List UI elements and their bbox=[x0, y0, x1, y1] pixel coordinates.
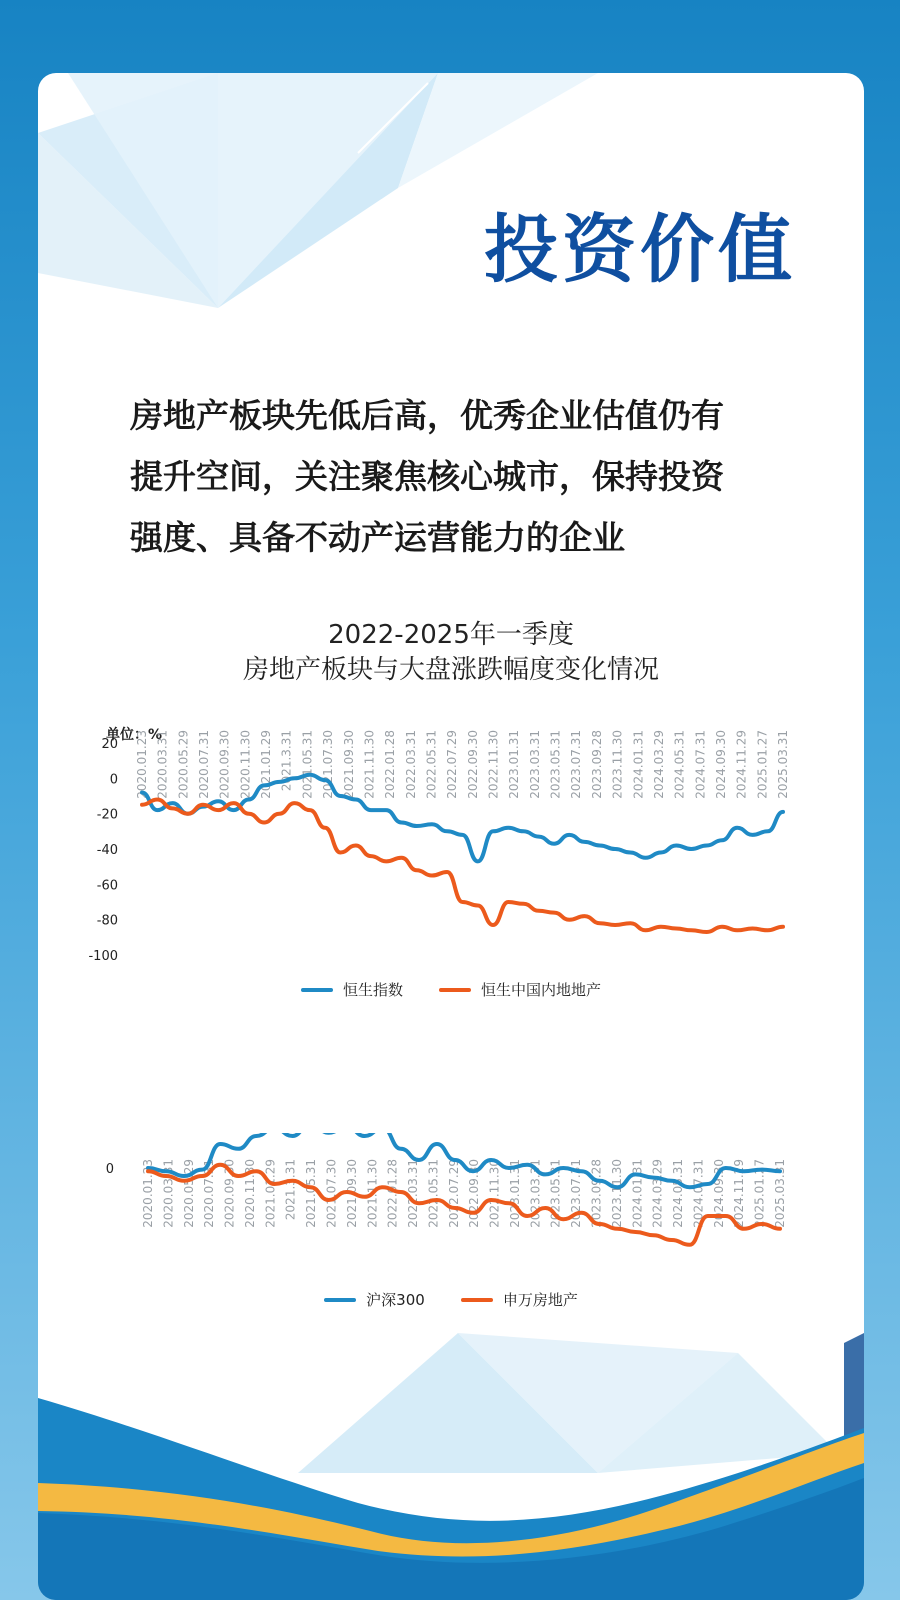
x-tick-label: 2020.11.30 bbox=[242, 1159, 257, 1228]
unit-label: 单位：% bbox=[106, 727, 163, 743]
intro-paragraph bbox=[130, 385, 810, 568]
intro-line: 房地产板块先低后高，优秀企业估值仍有 bbox=[130, 396, 724, 435]
x-tick-label: 2022.07.29 bbox=[446, 1159, 461, 1228]
x-tick-label: 2024.09.30 bbox=[713, 730, 728, 799]
x-tick-label: 2023.01.31 bbox=[507, 730, 522, 799]
legend-swatch-blue bbox=[324, 1298, 356, 1302]
x-tick-label: 2024.01.31 bbox=[631, 730, 646, 799]
chart-title-line: 房地产板块与大盘涨跌幅度变化情况 bbox=[242, 655, 659, 685]
chart-title bbox=[38, 618, 864, 688]
x-tick-label: 2021.01.29 bbox=[263, 1159, 278, 1228]
x-tick-label: 2023.01.31 bbox=[507, 1159, 522, 1228]
x-tick-label: 2020.05.29 bbox=[181, 1159, 196, 1228]
x-tick-label: 2022.01.28 bbox=[383, 730, 398, 799]
legend-swatch-orange bbox=[461, 1298, 493, 1302]
x-tick-label: 2021.09.30 bbox=[341, 730, 356, 799]
y-tick-label: -40 bbox=[96, 843, 118, 858]
legend-swatch-orange bbox=[439, 988, 471, 992]
x-tick-label: 2022.03.31 bbox=[406, 1159, 421, 1228]
x-tick-label: 2023.05.31 bbox=[548, 730, 563, 799]
x-tick-label: 2023.07.31 bbox=[569, 730, 584, 799]
x-tick-label: 2022.09.30 bbox=[467, 1159, 482, 1228]
x-tick-label: 2023.11.30 bbox=[610, 730, 625, 799]
x-tick-label: 2021.05.31 bbox=[304, 1159, 319, 1228]
x-tick-label: 2021.07.30 bbox=[321, 730, 336, 799]
y-tick-label: -80 bbox=[96, 913, 118, 929]
legend-item bbox=[461, 1289, 578, 1310]
x-tick-label: 2024.11.29 bbox=[732, 1159, 747, 1228]
x-tick-label: 2022.01.28 bbox=[385, 1159, 400, 1228]
x-tick-label: 2024.01.31 bbox=[630, 1159, 645, 1228]
x-tick-label: 2022.03.31 bbox=[403, 730, 418, 799]
x-tick-label: 2024.03.29 bbox=[651, 730, 666, 799]
y-tick-label: -100 bbox=[88, 949, 118, 964]
x-tick-label: 2020.03.31 bbox=[155, 730, 170, 799]
y-tick-label: -20 bbox=[96, 807, 118, 823]
x-tick-label: 2023.09.28 bbox=[589, 1159, 604, 1228]
chart1-legend bbox=[38, 979, 864, 1000]
x-tick-label: 2024.07.31 bbox=[691, 1159, 706, 1228]
x-tick-label: 2023.03.31 bbox=[528, 1159, 543, 1228]
x-tick-label: 2024.09.30 bbox=[711, 1159, 726, 1228]
x-tick-label: 2021.01.29 bbox=[259, 730, 274, 799]
x-tick-label: 2020.01.23 bbox=[135, 730, 149, 799]
page-heading: 投资价值 bbox=[484, 207, 796, 293]
x-tick-label: 2023.05.31 bbox=[548, 1159, 563, 1228]
intro-line: 强度、具备不动产运营能力的企业 bbox=[130, 518, 625, 557]
y-tick-label: -60 bbox=[96, 878, 118, 894]
x-tick-label: 2021.11.30 bbox=[362, 730, 377, 799]
x-tick-label: 2020.11.30 bbox=[238, 730, 253, 799]
x-tick-label: 2023.09.28 bbox=[589, 730, 604, 799]
legend-swatch-blue bbox=[301, 988, 333, 992]
x-tick-label: 2020.05.29 bbox=[176, 730, 191, 799]
legend-label: 恒生指数 bbox=[342, 981, 403, 999]
poster-card bbox=[38, 73, 864, 1600]
x-tick-label: 2022.05.31 bbox=[424, 730, 439, 799]
x-tick-label: 2020.01.23 bbox=[141, 1159, 155, 1228]
x-tick-label: 2024.05.31 bbox=[672, 730, 687, 799]
x-tick-label: 2025.03.31 bbox=[773, 1159, 787, 1228]
y-tick-label: 0 bbox=[109, 772, 118, 788]
x-tick-label: 2023.07.31 bbox=[569, 1159, 584, 1228]
y-tick-label: 0 bbox=[105, 1162, 114, 1177]
x-tick-label: 2023.03.31 bbox=[527, 730, 542, 799]
x-tick-label: 2021.07.30 bbox=[324, 1159, 339, 1228]
legend-label: 沪深300 bbox=[366, 1291, 425, 1309]
chart-title-line: 2022-2025年一季度 bbox=[328, 620, 574, 650]
x-tick-label: 2024.11.29 bbox=[734, 730, 749, 799]
x-tick-label: 2024.03.29 bbox=[650, 1159, 665, 1228]
x-tick-label: 2024.05.31 bbox=[671, 1159, 686, 1228]
chart2-legend bbox=[38, 1289, 864, 1310]
decorative-waves-bottom bbox=[38, 1313, 864, 1600]
x-tick-label: 2025.01.27 bbox=[755, 730, 770, 799]
series-line-orange bbox=[142, 800, 783, 933]
x-tick-label: 2022.09.30 bbox=[465, 730, 480, 799]
x-tick-label: 2022.11.30 bbox=[487, 1159, 502, 1228]
legend-label: 恒生中国内地地产 bbox=[481, 981, 602, 999]
legend-item bbox=[324, 1289, 425, 1310]
x-tick-label: 2022.07.29 bbox=[445, 730, 460, 799]
x-tick-label: 2025.01.27 bbox=[752, 1159, 767, 1228]
x-tick-label: 2020.03.31 bbox=[161, 1159, 176, 1228]
x-tick-label: 2022.05.31 bbox=[426, 1159, 441, 1228]
x-tick-label: 2023.11.30 bbox=[609, 1159, 624, 1228]
legend-item bbox=[439, 979, 601, 1000]
legend-label: 申万房地产 bbox=[502, 1291, 578, 1309]
x-tick-label: 2021.05.31 bbox=[300, 730, 315, 799]
x-tick-label: 2020.07.31 bbox=[197, 730, 212, 799]
legend-item bbox=[301, 979, 403, 1000]
x-tick-label: 2021.11.30 bbox=[365, 1159, 380, 1228]
intro-line: 提升空间，关注聚焦核心城市，保持投资 bbox=[130, 457, 724, 496]
csi300-line-chart bbox=[38, 1133, 864, 1273]
x-tick-label: 2025.03.31 bbox=[776, 730, 790, 799]
hang-seng-line-chart bbox=[38, 723, 864, 973]
x-tick-label: 2020.07.31 bbox=[202, 1159, 217, 1228]
x-tick-label: 2021.3.31 bbox=[283, 1159, 298, 1221]
x-tick-label: 2022.11.30 bbox=[486, 730, 501, 799]
x-tick-label: 2020.09.30 bbox=[222, 1159, 237, 1228]
x-tick-label: 2024.07.31 bbox=[693, 730, 708, 799]
x-tick-label: 2020.09.30 bbox=[217, 730, 232, 799]
y-tick-label: 20 bbox=[101, 737, 118, 752]
x-tick-label: 2021.3.31 bbox=[279, 730, 294, 792]
x-tick-label: 2021.09.30 bbox=[344, 1159, 359, 1228]
